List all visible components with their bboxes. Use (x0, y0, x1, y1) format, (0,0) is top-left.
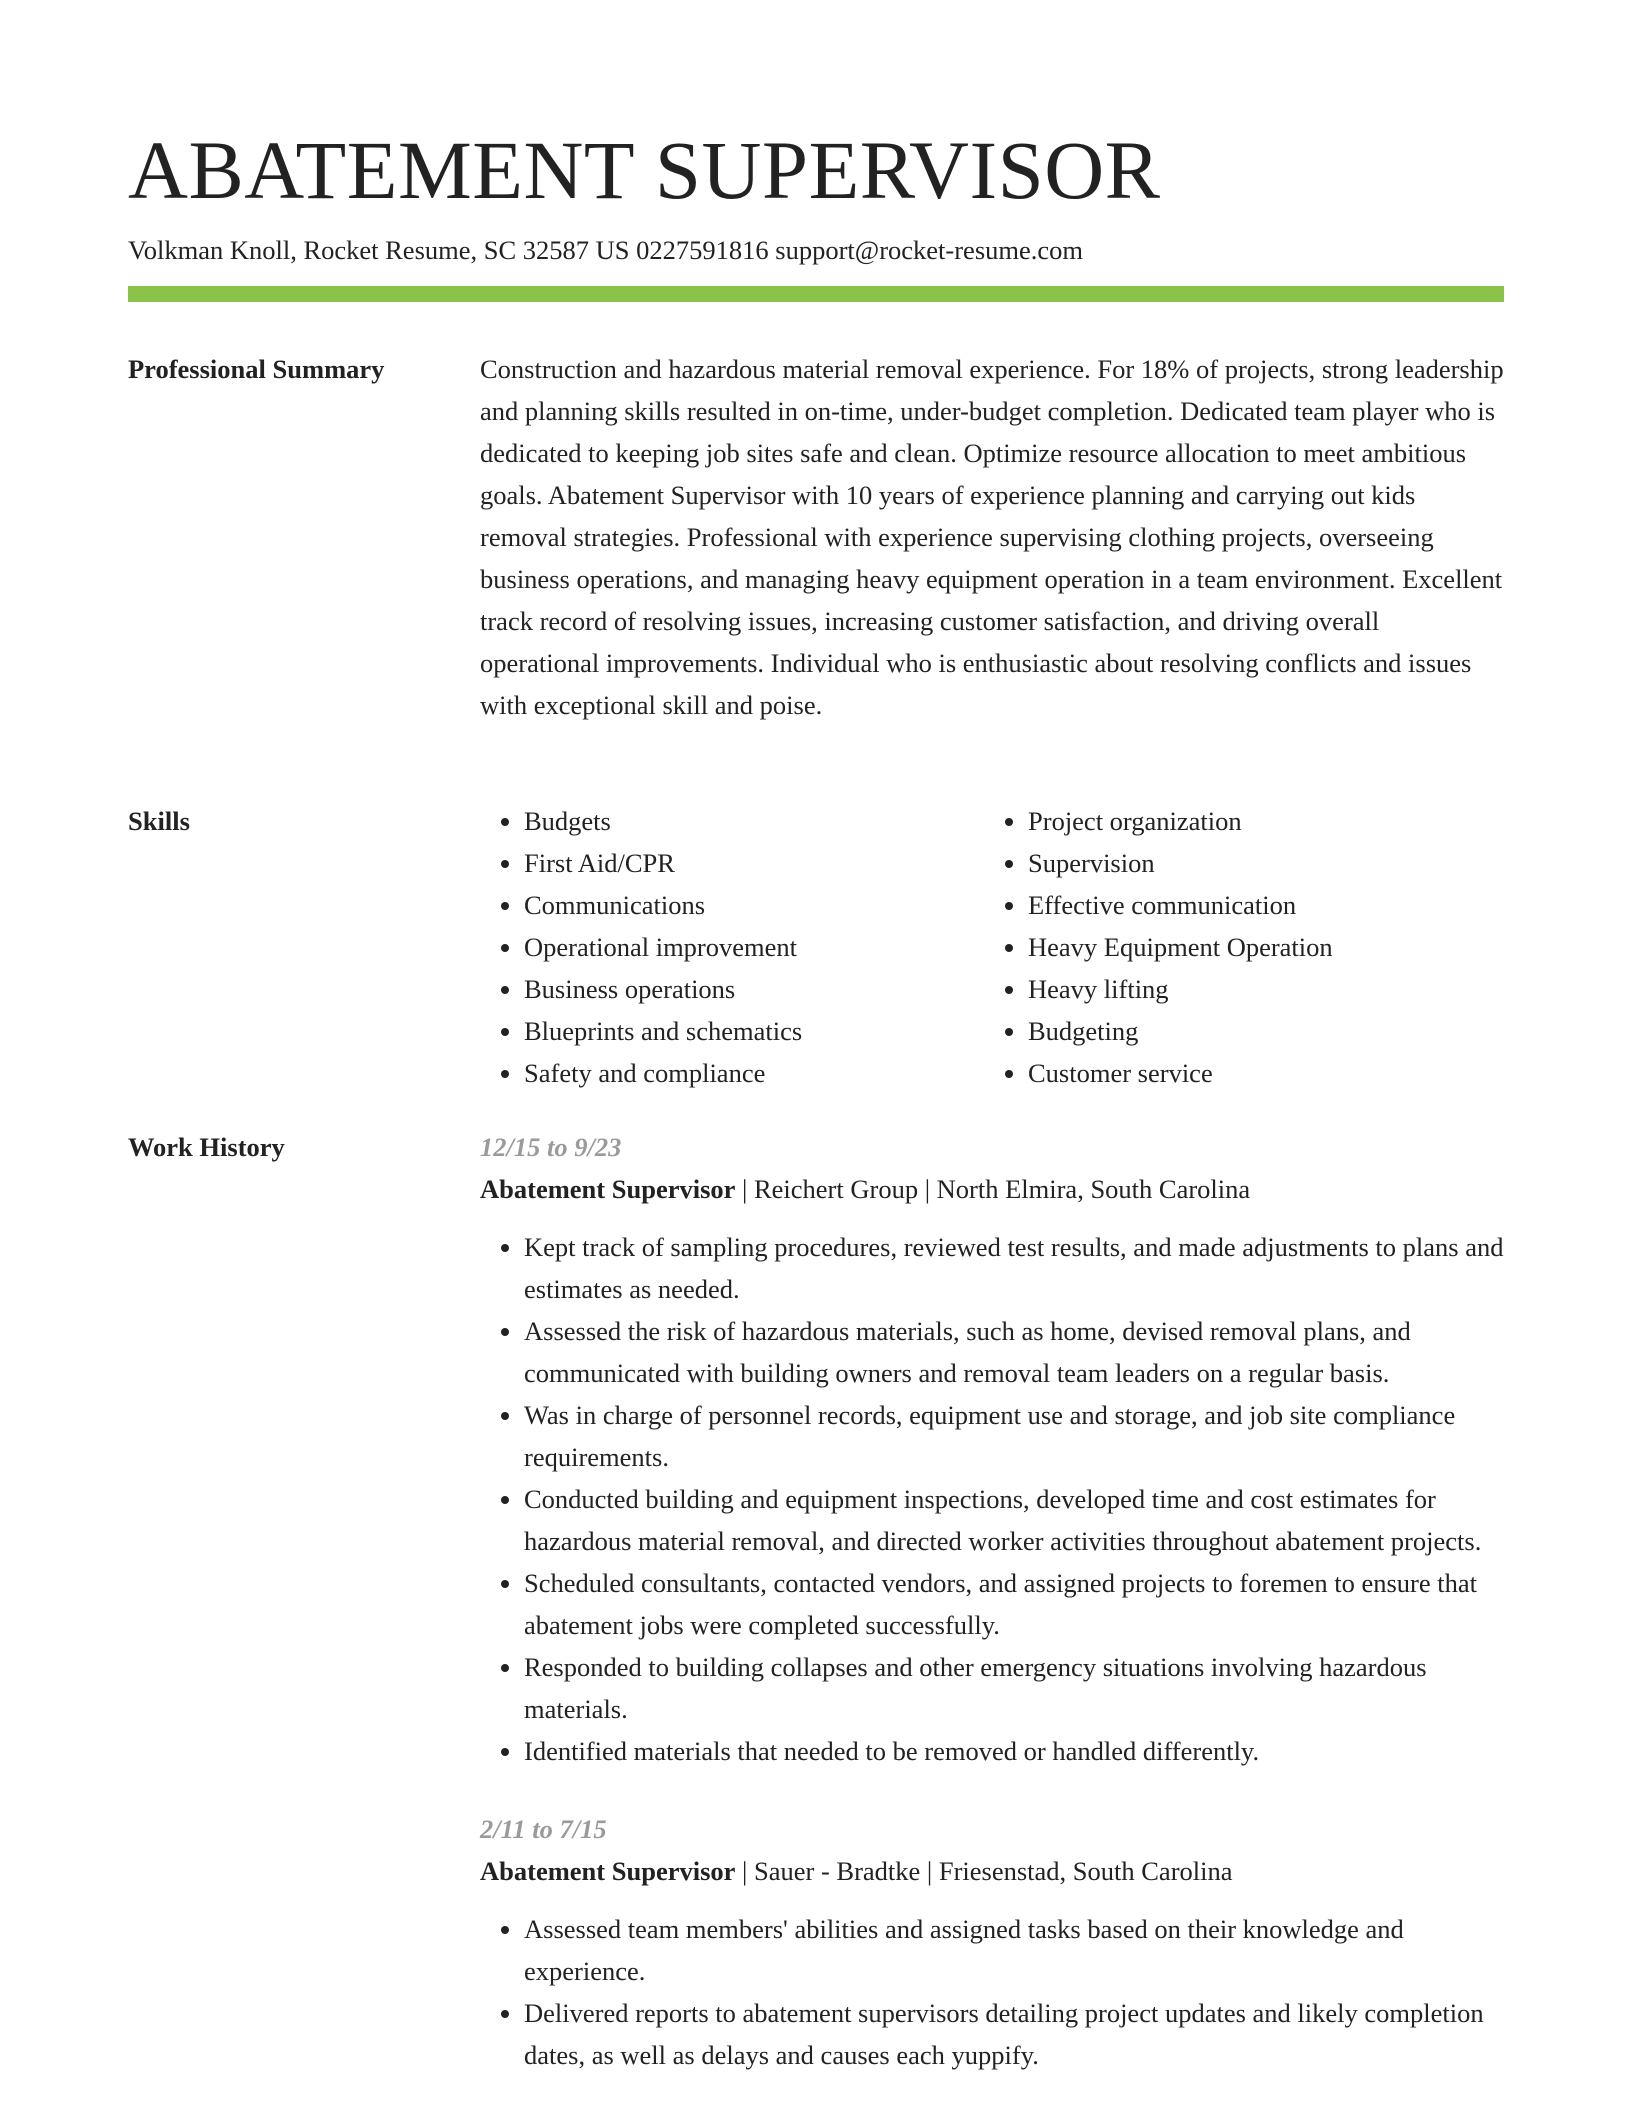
skill-item: • First Aid/CPR (524, 842, 984, 884)
skill-item: • Effective communication (1028, 884, 1488, 926)
job-bullet: • Was in charge of personnel records, equipment use and storage, and job site compliance requirements. (524, 1394, 1504, 1478)
section-title-skills: Skills (128, 806, 190, 836)
job-details: | Sauer - Bradtke | Friesenstad, South Carolina (735, 1856, 1233, 1886)
job-bullet: • Conducted building and equipment inspections, developed time and cost estimates for hazardous material removal, and directed worker activities throughout abatement projects. (524, 1478, 1504, 1562)
jobs-list (480, 1126, 1504, 2112)
job-bullet: • Kept track of sampling procedures, reviewed test results, and made adjustments to plans and estimates as needed. (524, 1226, 1504, 1310)
job-title-line (480, 1168, 1504, 1210)
job-dates: 12/15 to 9/23 (480, 1132, 622, 1162)
skill-item: • Project organization (1028, 800, 1488, 842)
job-entry (480, 1808, 1504, 2076)
skill-item: • Supervision (1028, 842, 1488, 884)
skill-item: • Heavy Equipment Operation (1028, 926, 1488, 968)
header-divider (128, 286, 1504, 302)
job-bullet: • Assessed the risk of hazardous materials, such as home, devised removal plans, and communicated with building owners and removal team leaders on a regular basis. (524, 1310, 1504, 1394)
job-bullets (480, 1226, 1504, 1772)
summary-text: Construction and hazardous material removal experience. For 18% of projects, strong leadership and planning skills resulted in on-time, under-budget completion. Dedicated team player who is dedicated to keeping job sites safe and clean. Optimize resource allocation to meet ambitious goals. Abatement Supervisor with 10 years of experience planning and carrying out kids removal strategies. Professional with experience supervising clothing projects, overseeing business operations, and managing heavy equipment operation in a team environment. Excellent track record of resolving issues, increasing customer satisfaction, and driving overall operational improvements. Individual who is enthusiastic about resolving conflicts and issues with exceptional skill and poise. (480, 354, 1504, 720)
skills-list-right (984, 800, 1488, 1094)
section-title-summary: Professional Summary (128, 354, 385, 384)
skill-item: • Operational improvement (524, 926, 984, 968)
skills-list-left (480, 800, 984, 1094)
skill-item: • Budgeting (1028, 1010, 1488, 1052)
job-title: Abatement Supervisor (480, 1174, 736, 1204)
resume-name: ABATEMENT SUPERVISOR (128, 124, 1161, 216)
job-bullet: • Identified materials that needed to be removed or handled differently. (524, 1730, 1504, 1772)
skill-item: • Budgets (524, 800, 984, 842)
skill-item: • Business operations (524, 968, 984, 1010)
skill-item: • Communications (524, 884, 984, 926)
job-bullet: • Scheduled consultants, contacted vendors, and assigned projects to foremen to ensure that abatement jobs were completed successfully. (524, 1562, 1504, 1646)
skill-item: • Blueprints and schematics (524, 1010, 984, 1052)
skill-item: • Heavy lifting (1028, 968, 1488, 1010)
job-details: | Reichert Group | North Elmira, South Carolina (735, 1174, 1251, 1204)
job-bullet: • Delivered reports to abatement supervisors detailing project updates and likely completion dates, as well as delays and causes each yuppify. (524, 1992, 1504, 2076)
skill-item: • Safety and compliance (524, 1052, 984, 1094)
job-bullet: • Responded to building collapses and other emergency situations involving hazardous materials. (524, 1646, 1504, 1730)
contact-line: Volkman Knoll, Rocket Resume, SC 32587 US 0227591816 support@rocket-resume.com (128, 235, 1084, 265)
job-bullet: • Assessed team members' abilities and assigned tasks based on their knowledge and experience. (524, 1908, 1504, 1992)
job-bullets (480, 1908, 1504, 2076)
job-entry (480, 1126, 1504, 1772)
job-title: Abatement Supervisor (480, 1856, 736, 1886)
section-title-work-history: Work History (128, 1132, 285, 1162)
job-title-line (480, 1850, 1504, 1892)
skill-item: • Customer service (1028, 1052, 1488, 1094)
job-dates: 2/11 to 7/15 (480, 1814, 607, 1844)
